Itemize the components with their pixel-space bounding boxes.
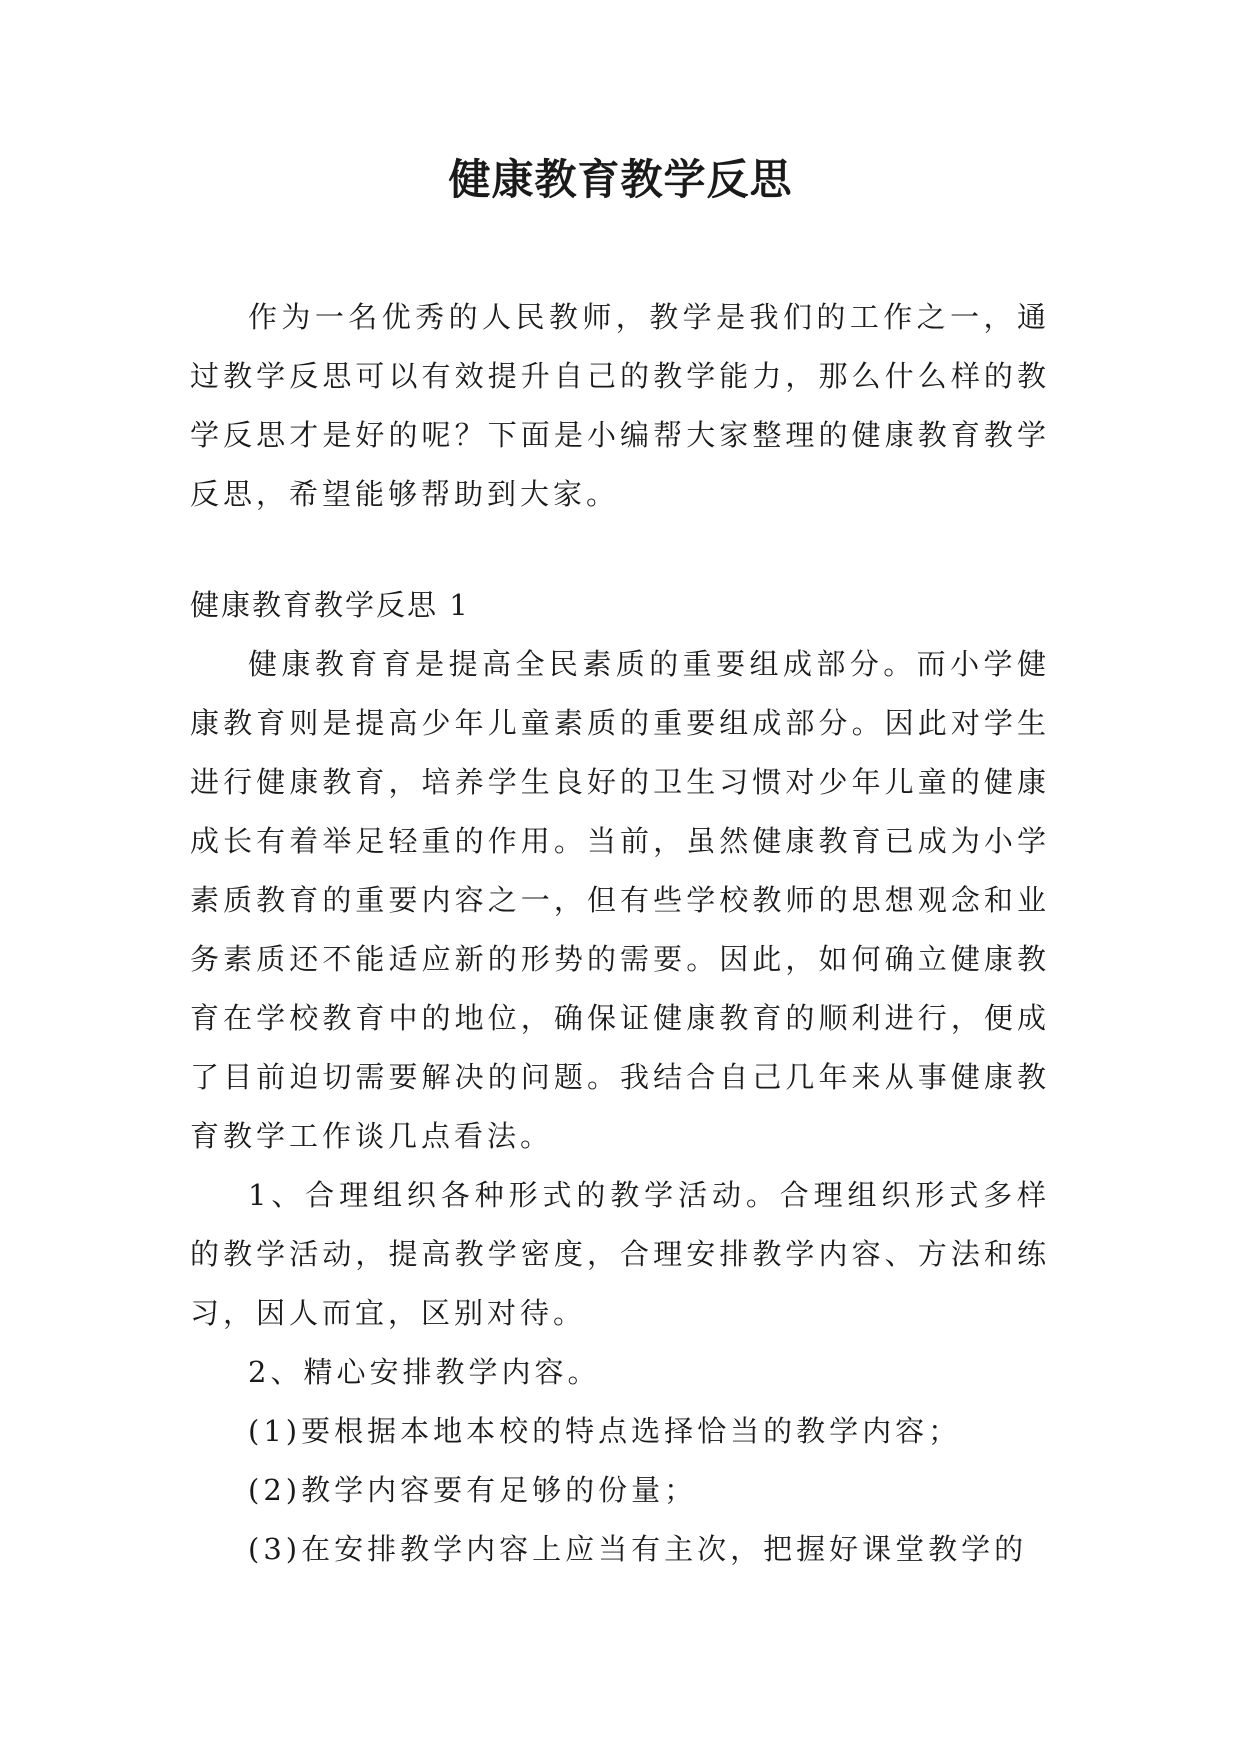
section-paragraph: 健康教育育是提高全民素质的重要组成部分。而小学健康教育则是提高少年儿童素质的重要组成部分。因此对学生进行健康教育，培养学生良好的卫生习惯对少年儿童的健康成长有着举足轻重的作用。当前，虽然健康教育已成为小学素质教育的重要内容之一，但有些学校教师的思想观念和业务素质还不能适应新的形势的需要。因此，如何确立健康教育在学校教育中的地位，确保证健康教育的顺利进行，便成了目前迫切需要解决的问题。我结合自己几年来从事健康教育教学工作谈几点看法。 (190, 647, 1050, 1153)
section-heading: 健康教育教学反思 1 (190, 588, 470, 622)
list-item: 2、精心安排教学内容。 (248, 1355, 601, 1389)
section-1 (190, 576, 1050, 1579)
sub-list-item: (3)在安排教学内容上应当有主次，把握好课堂教学的 (248, 1532, 1028, 1566)
sub-list-item: (2)教学内容要有足够的份量； (248, 1473, 698, 1507)
page-title: 健康教育教学反思 (448, 155, 793, 204)
list-item: 1、合理组织各种形式的教学活动。合理组织形式多样的教学活动，提高教学密度，合理安排教学内容、方法和练习，因人而宜，区别对待。 (190, 1178, 1050, 1330)
sub-list-item: (1)要根据本地本校的特点选择恰当的教学内容； (248, 1414, 962, 1448)
intro-block (190, 288, 1050, 524)
intro-paragraph: 作为一名优秀的人民教师，教学是我们的工作之一，通过教学反思可以有效提升自己的教学能力，那么什么样的教学反思才是好的呢？下面是小编帮大家整理的健康教育教学反思，希望能够帮助到大家。 (190, 300, 1050, 511)
